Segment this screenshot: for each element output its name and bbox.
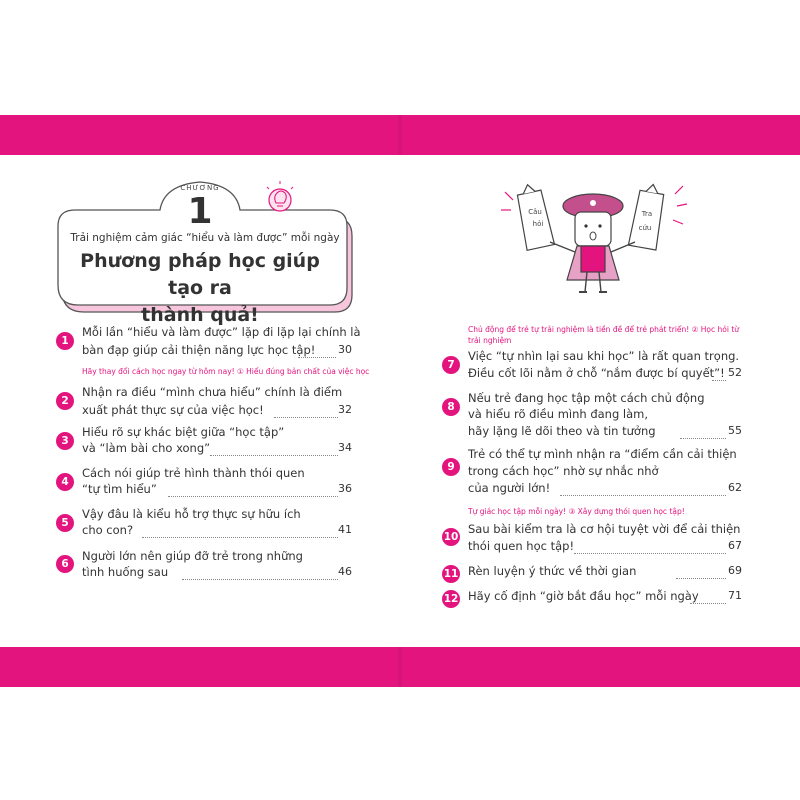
page-number: 52 xyxy=(728,366,742,379)
entry-number: 11 xyxy=(442,565,460,583)
svg-text:hỏi: hỏi xyxy=(532,220,544,228)
chapter-title-line1: Phương pháp học giúp tạo ra xyxy=(80,250,320,299)
entry-number: 6 xyxy=(56,555,74,573)
page-number: 71 xyxy=(728,589,742,602)
page-number: 46 xyxy=(338,565,352,578)
page-number: 69 xyxy=(728,564,742,577)
entry-number: 10 xyxy=(442,528,460,546)
entry-number: 4 xyxy=(56,473,74,491)
part-heading-2-line1: Chủ động để trẻ tự trải nghiệm là tiền đề để trẻ phát triển! ② Học hỏi từ xyxy=(468,325,740,334)
page-number: 67 xyxy=(728,539,742,552)
page-number: 34 xyxy=(338,441,352,454)
chapter-number: 1 xyxy=(187,191,213,232)
entry-number: 7 xyxy=(442,356,460,374)
chapter-title-line2: thành quả! xyxy=(141,304,259,326)
entry-number: 2 xyxy=(56,392,74,410)
page-number: 41 xyxy=(338,523,352,536)
mascot-illustration xyxy=(495,180,695,310)
bottom-gutter xyxy=(398,647,402,687)
page-number: 62 xyxy=(728,481,742,494)
part-heading-2-line2: trải nghiệm xyxy=(468,336,512,345)
right-sign-text: Tra xyxy=(641,210,653,218)
page-number: 36 xyxy=(338,482,352,495)
page-number: 55 xyxy=(728,424,742,437)
lightbulb-icon xyxy=(267,181,293,211)
svg-text:cứu: cứu xyxy=(638,224,652,232)
chapter-title xyxy=(60,248,340,329)
page-number: 32 xyxy=(338,403,352,416)
entry-number: 5 xyxy=(56,514,74,532)
entry-number: 8 xyxy=(442,398,460,416)
chapter-label: CHƯƠNG xyxy=(180,184,220,192)
entry-number: 1 xyxy=(56,332,74,350)
left-sign-text: Câu xyxy=(528,208,542,216)
entry-number: 12 xyxy=(442,590,460,608)
entry-number: 9 xyxy=(442,458,460,476)
page-number: 30 xyxy=(338,343,352,356)
entry-number: 3 xyxy=(56,432,74,450)
part-heading-3: Tự giác học tập mỗi ngày! ③ Xây dựng thói quen học tập! xyxy=(468,507,685,516)
part-heading-1: Hãy thay đổi cách học ngay từ hôm nay! ① Hiểu đúng bản chất của việc học xyxy=(82,367,370,376)
chapter-subtitle: Trải nghiệm cảm giác “hiểu và làm được” mỗi ngày xyxy=(70,232,340,244)
